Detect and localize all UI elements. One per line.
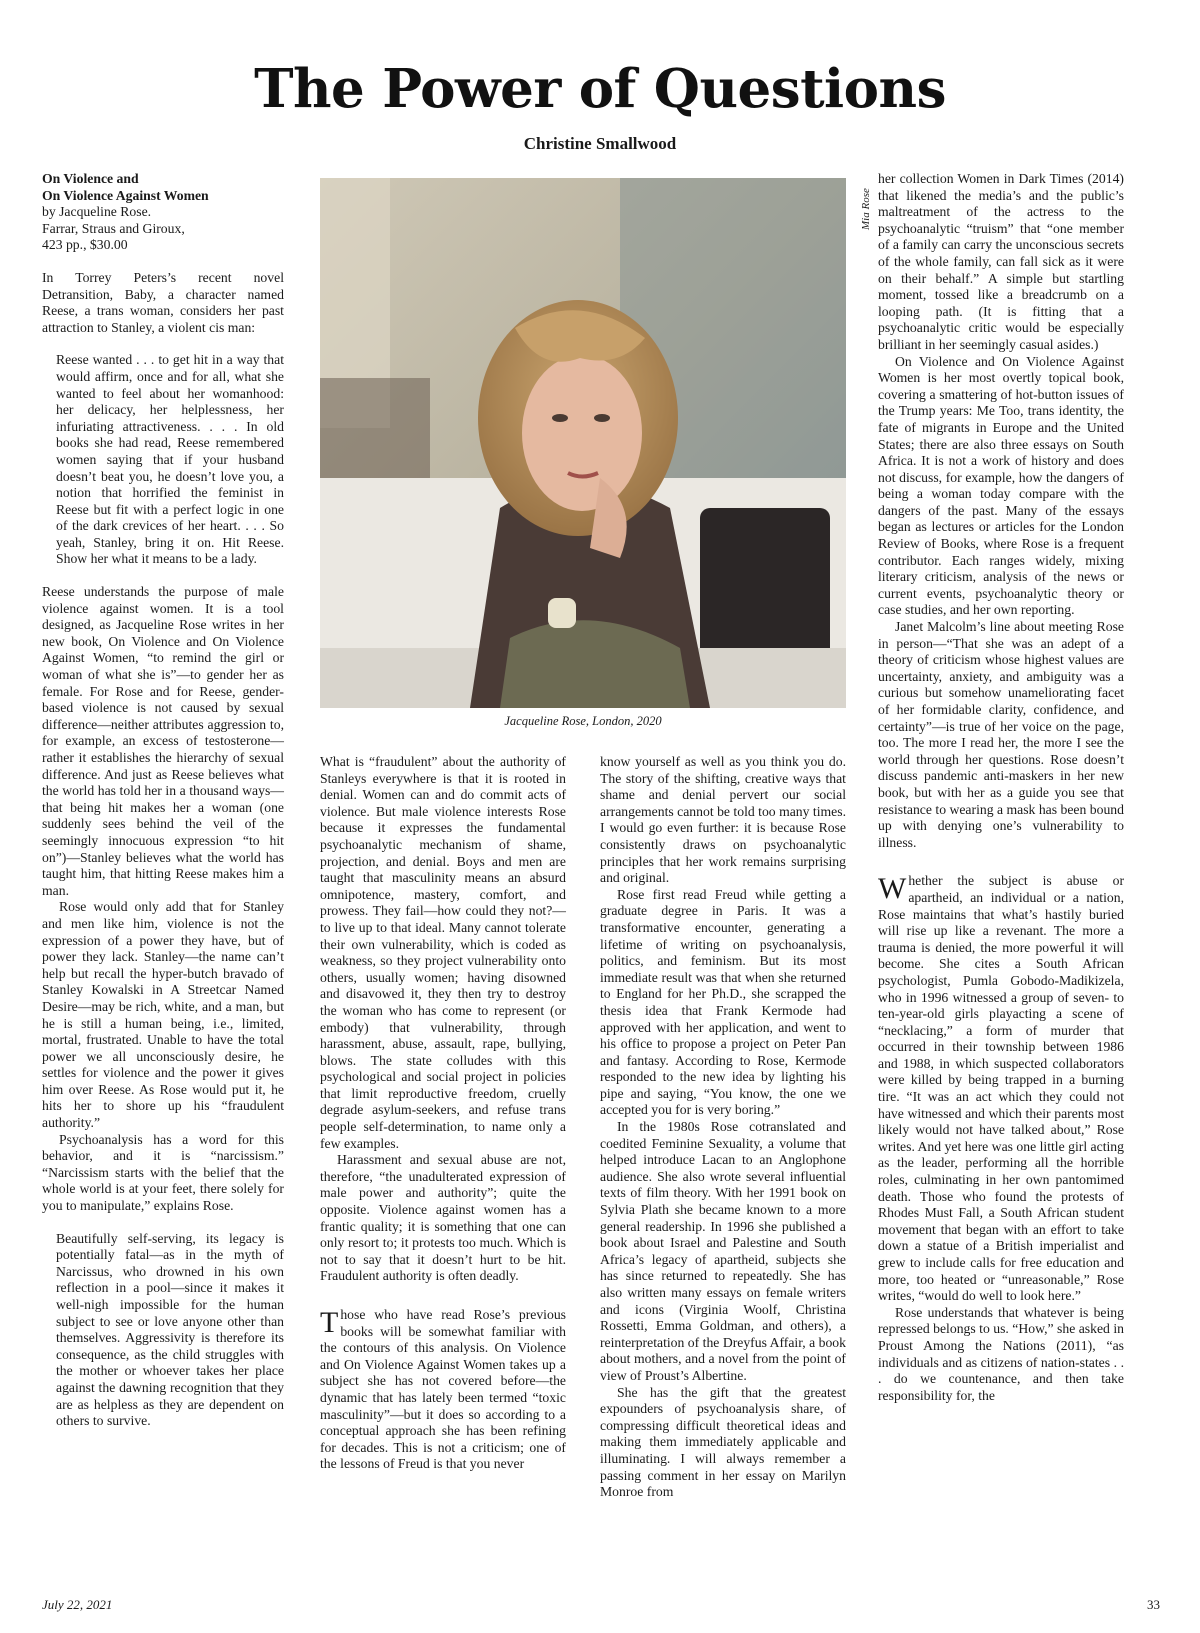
column-1	[42, 171, 284, 1430]
photo-credit	[848, 178, 872, 258]
paragraph: Janet Malcolm’s line about meeting Rose in person—“That she was an adept of a theory of criticism whose highest values are uncertainty, anxiety, and ambiguity was a curious but somehow unameliorating facet of her formidable clarity, confidence, and certainty”—is true of her voice on the page, too. The more I read her, the more I see the world through her questions. Rose doesn’t discuss pandemic anti-maskers in her new book, but with her as a guide you see that resistance to wearing a mask has been bound up with denying one’s vulnerability to illness.	[878, 619, 1124, 850]
paragraph: Harassment and sexual abuse are not, therefore, “the unadulterated expression of male power and authority”; quite the opposite. Violence against women has a frantic quality; it is something that one can only resort to; it protests too much. Which is not to say that it doesn’t hurt to be hit. Fraudulent authority is often deadly.	[320, 1152, 566, 1284]
paragraph: What is “fraudulent” about the authority of Stanleys everywhere is that it is rooted in denial. Women can and do commit acts of violence. But male violence interests Rose because it expresses the fundamental psychoanalytic mechanism of shame, projection, and denial. Boys and men are taught that masculinity means an absurd omnipotence, mastery, comfort, and prowess. They fail—how could they not?—to live up to that ideal. Many cannot tolerate their own vulnerability, which is coded as weakness, so they project vulnerability onto others, usually women; having disowned and disavowed it, they then try to destroy the woman who has come to represent (or embody) that vulnerability, through harassment, abuse, assault, rape, bullying, blows. The state colludes with this psychological and social project in policies that limit reproductive freedom, cruelly degrade asylum-seekers, and refuse trans people self-determination, to name only a few examples.	[320, 754, 566, 1151]
portrait-image	[320, 178, 846, 708]
photo-caption: Jacqueline Rose, London, 2020	[504, 714, 662, 728]
block-quote	[56, 1231, 284, 1430]
author-byline: Christine Smallwood	[523, 134, 677, 153]
paragraph: In Torrey Peters’s recent novel Detransition, Baby, a character named Reese, a trans woman, considers her past attraction to Stanley, a violent cis man:	[42, 269, 284, 335]
author-photo	[320, 178, 846, 708]
block-quote	[56, 352, 284, 568]
column-3	[600, 754, 846, 1501]
issue-date: July 22, 2021	[42, 1597, 113, 1612]
column-4	[878, 171, 1124, 1404]
photo-credit-text: Mia Rose	[860, 188, 872, 230]
book-info	[42, 171, 284, 254]
column-2	[320, 754, 566, 1473]
book-author: by Jacqueline Rose.	[42, 204, 152, 220]
article-title: The Power of Questions	[254, 58, 946, 120]
paragraph: know yourself as well as you think you do. The story of the shifting, creative ways that shame and denial pervert our social arrangements cannot be told too many times. I would go even further: it is because Rose consistently draws on psychoanalytic principles that her work remains surprising and original.	[600, 754, 846, 886]
paragraph: Psychoanalysis has a word for this behavior, and it is “narcissism.” “Narcissism starts with the belief that the whole world is at your feet, there solely for you to manipulate,” explains Rose.	[42, 1131, 284, 1214]
page-number: 33	[1147, 1597, 1160, 1612]
paragraph: Rose first read Freud while getting a graduate degree in Paris. It was a transformative encounter, generating a lifetime of writing on psychoanalysis, politics, and feminism. But its most immediate result was that when she returned to England for her Ph.D., she scrapped the thesis idea that Frank Kermode had approved with her application, and went to his office to propose a project on Peter Pan and fantasy. According to Rose, Kermode responded to the new idea by lighting his pipe and saying, “You know, the one we accepted you for is very boring.”	[600, 886, 846, 1118]
paragraph: She has the gift that the greatest expounders of psychoanalysis share, of compressing difficult theoretical ideas and making them immediately applicable and illuminating. I will always remember a passing comment in her essay on Marilyn Monroe from	[600, 1384, 846, 1500]
quote-text: Beautifully self-serving, its legacy is potentially fatal—as in the myth of Narcissus, who drowned in his own reflection in a pool—since it makes it well-nigh impossible for the human subject to see or love anyone other than themselves. Aggressivity is therefore its consequence, as the child struggles with the mother or whoever takes her place against the dawning recognition that they are as helpless as they are dependent on others to survive.	[56, 1230, 284, 1429]
book-details: 423 pp., $30.00	[42, 237, 128, 253]
book-publisher: Farrar, Straus and Giroux,	[42, 220, 185, 236]
paragraph: Reese understands the purpose of male violence against women. It is a tool designed, as Jacqueline Rose writes in her new book, On Violence and On Violence Against Women, “to remind the girl or woman of what she is”—to gender her as female. For Rose and for Reese, gender-based violence is not caused by sexual difference—neither attributes aggression to, for example, an excess of testosterone—rather it establishes the hierarchy of sexual difference. And just as Reese believes what the world has told her in a thousand ways—that being hit makes her a woman (one suddenly sees behind the veil of the seemingly innocuous expression “to hit on”)—Stanley believes what the world has taught him, that hitting Reese makes him a man.	[42, 584, 284, 898]
paragraph: On Violence and On Violence Against Women is her most overtly topical book, covering a smattering of hot-button issues of the Trump years: Me Too, trans identity, the fate of migrants in Europe and the United States; there are also three essays on South Africa. It is not a work of history and does not discuss, for example, how the dangers of being a woman today compare with the dangers of the past. Many of the essays began as lectures or articles for the London Review of Books, where Rose is a frequent contributor. Each ranges widely, mixing literary criticism, analysis of the news or current events, psychoanalytic theory or case studies, and her own reporting.	[878, 353, 1124, 618]
paragraph: Rose understands that whatever is being repressed belongs to us. “How,” she asked in Proust Among the Nations (2011), “as individuals and as citizens of nation-states . . . do we countenance, and then take responsibility for, the	[878, 1304, 1124, 1403]
book-title-1: On Violence and	[42, 171, 139, 186]
paragraph: Rose would only add that for Stanley and men like him, violence is not the expression of a power they have, but of power they lack. Stanley—the name can’t help but recall the hyper-butch bravado of Stanley Kowalski in A Streetcar Named Desire—may be rich, white, and a man, but he is still a human being, i.e., limited, mortal, frustrated. Unable to have the total power we all unconsciously desire, he settles for violence and the power it gives him over Reese. As Rose would put it, he hits her to shore up his “fraudulent authority.”	[42, 899, 284, 1131]
paragraph: Whether the subject is abuse or apartheid, an individual or a nation, Rose maintains that what’s hastily buried will rise up like a revenant. The more a trauma is denied, the more powerful it will become. She cites a South African psychologist, Pumla Gobodo-Madikizela, who in 1996 witnessed a group of seven- to ten-year-old girls playacting a scene of “necklacing,” a form of murder that occurred in their township between 1986 and 1988, in which suspected collaborators were killed by being trapped in a burning tire. “It was an act which they could not have witnessed and which their parents most likely would not have talked about,” Rose writes. And yet here was one little girl acting as the leader, performing all the horrible roles, culminating in her own pantomimed death. Those who found the protests of Rhodes Must Fall, a South African student movement that began with an effort to take down a statue of a British imperialist and grew to include calls for free education and more, too heated or “unreasonable,” Rose writes, “would do well to look here.”	[878, 872, 1124, 1304]
quote-text: Reese wanted . . . to get hit in a way that would affirm, once and for all, what she wanted to feel about her womanhood: her delicacy, her helplessness, her infuriating attractiveness. . . . In old books she had read, Reese remembered women saying that if your husband doesn’t beat you, he doesn’t love you, a notion that horrified the feminist in Reese but fit with a perfect logic in one of the dark crevices of her heart. . . . So yeah, Stanley, bring it on. Hit Reese. Show her what it means to be a lady.	[56, 352, 284, 567]
paragraph: her collection Women in Dark Times (2014) that likened the media’s and the public’s maltreatment of the actress to the psychoanalytic “truism” that “one member of a family can carry the unconscious secrets of the whole family, can fall sick as it were on their behalf.” A simple but startling moment, tossed like a breadcrumb on a looping path. (It is fitting that a psychoanalytic critic would be especially brilliant in her seemingly casual asides.)	[878, 171, 1124, 352]
paragraph: Those who have read Rose’s previous books will be somewhat familiar with the contours of this analysis. On Violence and On Violence Against Women takes up a subject she has not covered before—the dynamic that has lately been termed “toxic masculinity”—but it does so according to a conceptual approach she has been refining for decades. This is not a criticism; one of the lessons of Freud is that you never	[320, 1306, 566, 1472]
book-title-2: On Violence Against Women	[42, 187, 209, 203]
paragraph: In the 1980s Rose cotranslated and coedited Feminine Sexuality, a volume that helped introduce Lacan to an Anglophone audience. She also wrote several influential texts of film theory. With her 1991 book on Sylvia Plath she became known to a more general readership. In 1996 she published a book about Israel and Palestine and South Africa’s legacy of apartheid, subjects she has since returned to repeatedly. She has also written many essays on female writers and icons (Virginia Woolf, Christina Rossetti, Emma Goldman, and others), a reinterpretation of the Dreyfus Affair, a book about mothers, and a novel from the point of view of Proust’s Albertine.	[600, 1119, 846, 1383]
